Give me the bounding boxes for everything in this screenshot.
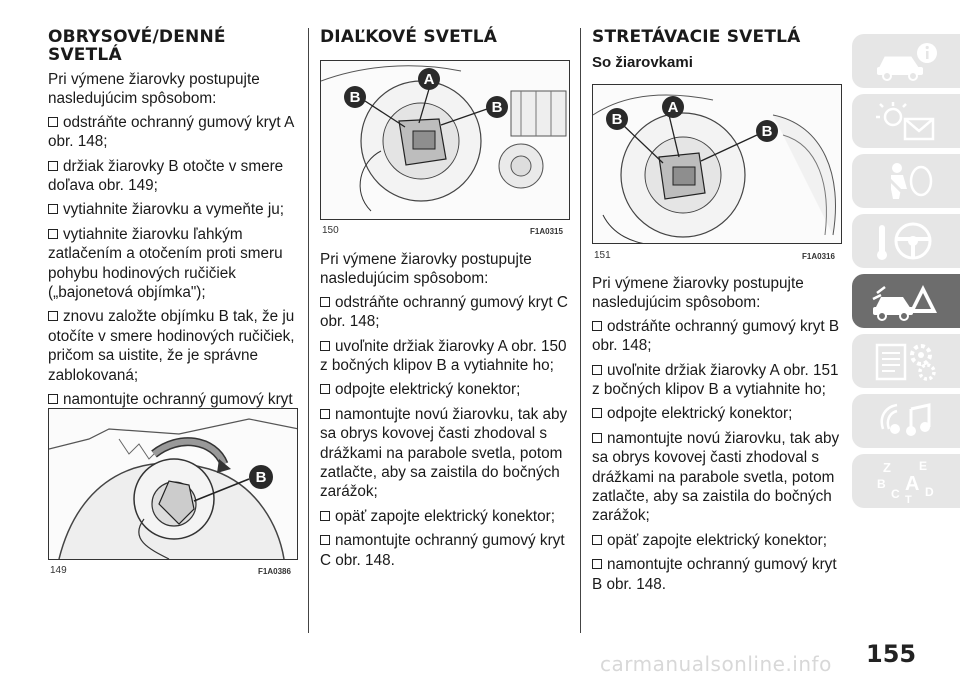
- checkbox-bullet-icon: [592, 408, 602, 418]
- checkbox-bullet-icon: [320, 297, 330, 307]
- checkbox-bullet-icon: [320, 535, 330, 545]
- maintenance-icon: [871, 339, 941, 383]
- checkbox-bullet-icon: [48, 161, 58, 171]
- tab-car-info[interactable]: [852, 34, 960, 88]
- checkbox-bullet-icon: [320, 409, 330, 419]
- checkbox-bullet-icon: [592, 535, 602, 545]
- svg-text:B: B: [877, 477, 886, 491]
- section-high-beam: [320, 28, 570, 46]
- step-item: opäť zapojte elektrický konektor;: [592, 531, 842, 550]
- step-item: vytiahnite žiarovku ľahkým zatlačením a otočením proti smeru pohybu hodinových ručičiek („bajonetová objímka");: [48, 225, 283, 302]
- step-item: uvoľnite držiak žiarovky A obr. 150 z bočných klipov B a vytiahnite ho;: [320, 337, 567, 375]
- step-item: držiak žiarovky B otočte v smere doľava obr. 149;: [48, 157, 284, 195]
- checkbox-bullet-icon: [592, 365, 602, 375]
- tab-warning-lights[interactable]: [852, 94, 960, 148]
- car-info-icon: [871, 39, 941, 83]
- checkbox-bullet-icon: [320, 511, 330, 521]
- checkbox-bullet-icon: [48, 394, 58, 404]
- step-item: odstráňte ochranný gumový kryt C obr. 148;: [320, 293, 568, 331]
- checkbox-bullet-icon: [592, 433, 602, 443]
- step-item: namontujte ochranný gumový kryt C obr. 148.: [320, 532, 565, 569]
- emergency-car-icon: [871, 279, 941, 323]
- figure-number: 149: [50, 565, 67, 576]
- column-divider-1: [308, 28, 309, 633]
- figure-label-b: B: [255, 469, 267, 486]
- steps-list: [592, 317, 842, 594]
- step-item: odstráňte ochranný gumový kryt B obr. 148;: [592, 317, 840, 355]
- checkbox-bullet-icon: [592, 559, 602, 569]
- steps-list: [320, 293, 570, 570]
- figure-label-a: A: [667, 99, 679, 116]
- figure-number: 151: [594, 250, 611, 261]
- svg-text:D: D: [925, 485, 934, 499]
- tab-multimedia[interactable]: [852, 394, 960, 448]
- intro-text: Pri výmene žiarovky postupujte nasledujúcim spôsobom:: [320, 251, 532, 288]
- checkbox-bullet-icon: [48, 117, 58, 127]
- section-subtitle: So žiarovkami: [592, 54, 693, 71]
- svg-text:Z: Z: [883, 460, 891, 475]
- section-low-beam-steps: [592, 274, 842, 599]
- checkbox-bullet-icon: [48, 311, 58, 321]
- figure-150: [320, 60, 570, 220]
- safety-airbag-icon: [871, 159, 941, 203]
- figure-label-a: A: [423, 71, 435, 88]
- svg-text:T: T: [905, 494, 912, 504]
- section-title: OBRYSOVÉ/DENNÉ SVETLÁ: [48, 27, 226, 65]
- step-item: odpojte elektrický konektor;: [592, 404, 842, 423]
- column-divider-2: [580, 28, 581, 633]
- checkbox-bullet-icon: [320, 341, 330, 351]
- tab-maintenance[interactable]: [852, 334, 960, 388]
- checkbox-bullet-icon: [592, 321, 602, 331]
- tab-emergency[interactable]: [852, 274, 960, 328]
- chapter-sidebar: [852, 34, 960, 514]
- checkbox-bullet-icon: [320, 384, 330, 394]
- step-item: odpojte elektrický konektor;: [320, 380, 570, 399]
- checkbox-bullet-icon: [48, 229, 58, 239]
- figure-149: [48, 408, 298, 560]
- section-low-beam: [592, 28, 842, 71]
- step-item: opäť zapojte elektrický konektor;: [320, 507, 570, 526]
- step-item: odstráňte ochranný gumový kryt A obr. 148;: [48, 113, 294, 151]
- watermark: carmanualsonline.info: [600, 652, 832, 676]
- svg-text:E: E: [919, 459, 928, 473]
- figure-label-b: B: [761, 123, 773, 140]
- figure-label-b: B: [611, 111, 623, 128]
- intro-text: Pri výmene žiarovky postupujte nasledujúcim spôsobom:: [592, 275, 804, 312]
- figure-151: [592, 84, 842, 244]
- page-number: 155: [866, 640, 917, 668]
- figure-label-b: B: [491, 99, 503, 116]
- checkbox-bullet-icon: [48, 204, 58, 214]
- warning-lights-icon: [871, 99, 941, 143]
- step-item: namontujte novú žiarovku, tak aby sa obrys kovovej časti zhodoval s drážkami na parabole svetla, potom zatlačte, aby sa zaistila do bočných zarážok;: [592, 429, 840, 525]
- steering-wheel-icon: [871, 219, 941, 263]
- steps-list: [48, 113, 298, 429]
- section-title: DIAĽKOVÉ SVETLÁ: [320, 27, 498, 47]
- step-item: vytiahnite žiarovku a vymeňte ju;: [48, 200, 298, 219]
- figure-number: 150: [322, 225, 339, 236]
- tab-starting-driving[interactable]: [852, 214, 960, 268]
- step-item: namontujte ochranný gumový kryt: [48, 390, 298, 429]
- svg-text:A: A: [905, 473, 920, 495]
- alphabetical-index-icon: [871, 458, 941, 504]
- figure-code: F1A0316: [802, 252, 835, 261]
- intro-text: Pri výmene žiarovky postupujte nasledujúcim spôsobom:: [48, 71, 260, 108]
- tab-safety[interactable]: [852, 154, 960, 208]
- step-item: uvoľnite držiak žiarovky A obr. 151 z bočných klipov B a vytiahnite ho;: [592, 361, 839, 399]
- step-item: namontujte novú žiarovku, tak aby sa obrys kovovej časti zhodoval s drážkami na parabole svetla, potom zatlačte, aby sa zaistila do bočných zarážok;: [320, 405, 568, 501]
- svg-text:C: C: [891, 487, 900, 501]
- step-item: namontujte ochranný gumový kryt B obr. 148.: [592, 556, 837, 593]
- figure-label-b: B: [349, 89, 361, 106]
- figure-code: F1A0315: [530, 227, 563, 236]
- multimedia-icon: [871, 399, 941, 443]
- step-item: znovu založte objímku B tak, že ju otočíte v smere hodinových ručičiek, pričom sa uistite, že je správne zablokovaná;: [48, 308, 295, 384]
- section-high-beam-steps: [320, 250, 570, 575]
- tab-index[interactable]: [852, 454, 960, 508]
- figure-code: F1A0386: [258, 567, 291, 576]
- section-parking-lights: [48, 28, 298, 434]
- section-title: STRETÁVACIE SVETLÁ: [592, 27, 801, 47]
